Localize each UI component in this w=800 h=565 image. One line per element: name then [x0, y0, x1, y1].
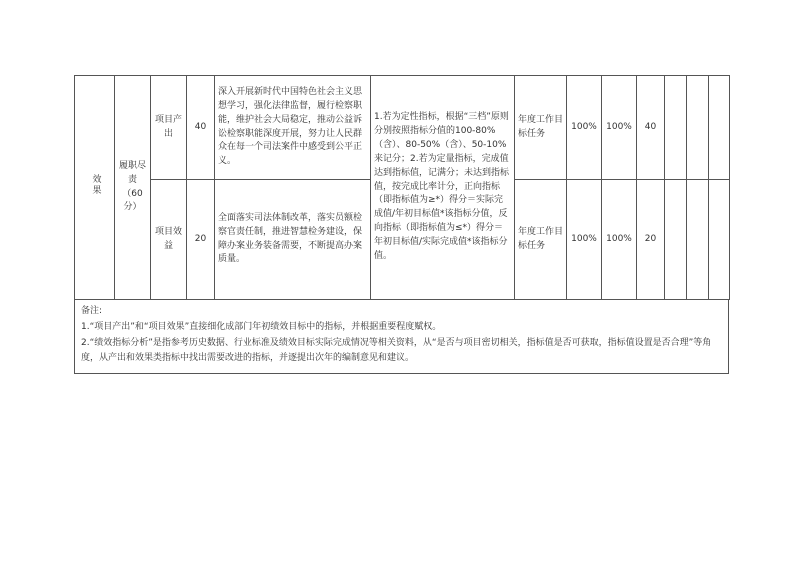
scoring-criteria-cell: 1.若为定性指标，根据“三档”原则分别按照指标分值的100-80%（含）、80-50%（含）、50-10%来记分；2.若为定量指标，完成值达到指标值，记满分；未达到指标值，按完成比率计分，正向指标（即指标值为≥*）得分＝实际完成值/年初目标值*该指标分值，反向指标（即指标值为≤*）得分＝年初目标值/实际完成值*该指标分值。 [371, 76, 515, 300]
category-label: 效果 [90, 173, 101, 196]
description-cell: 深入开展新时代中国特色社会主义思想学习，强化法律监督，履行检察职能，维护社会大局稳定，推动公益诉讼检察职能深度开展，努力让人民群众在每一个司法案件中感受到公平正义。 [215, 76, 371, 180]
empty-cell [665, 180, 687, 300]
notes-section [74, 300, 729, 374]
actual-value-cell: 100% [602, 180, 637, 300]
performance-table [74, 75, 730, 300]
empty-cell [687, 180, 709, 300]
empty-cell [665, 76, 687, 180]
table-row [75, 76, 730, 180]
earned-score-cell: 20 [637, 180, 665, 300]
notes-title: 备注: [81, 306, 103, 316]
source-cell: 年度工作目标任务 [515, 180, 567, 300]
empty-cell [709, 180, 730, 300]
sub-category-cell: 履职尽责（60分） [115, 76, 151, 300]
earned-score-cell: 40 [637, 76, 665, 180]
category-cell [75, 76, 115, 300]
score-cell: 20 [187, 180, 215, 300]
target-value-cell: 100% [567, 180, 602, 300]
score-cell: 40 [187, 76, 215, 180]
source-cell: 年度工作目标任务 [515, 76, 567, 180]
empty-cell [687, 76, 709, 180]
item-name-cell: 项目产出 [151, 76, 187, 180]
empty-cell [709, 76, 730, 180]
notes-line-2: 2.“绩效指标分析”是指参考历史数据、行业标准及绩效目标实际完成情况等相关资料，从“是否与项目密切相关，指标值是否可获取，指标值设置是否合理”等角度，从产出和效果类指标中找出需要改进的指标，并逐提出次年的编制意见和建议。 [81, 337, 712, 364]
notes-line-1: 1.“项目产出”和“项目效果”直接细化成部门年初绩效目标中的指标，并根据重要程度赋权。 [81, 321, 442, 332]
item-name-cell: 项目效益 [151, 180, 187, 300]
description-cell: 全面落实司法体制改革，落实员额检察官责任制，推进智慧检务建设，保障办案业务装备需要，不断提高办案质量。 [215, 180, 371, 300]
target-value-cell: 100% [567, 76, 602, 180]
actual-value-cell: 100% [602, 76, 637, 180]
